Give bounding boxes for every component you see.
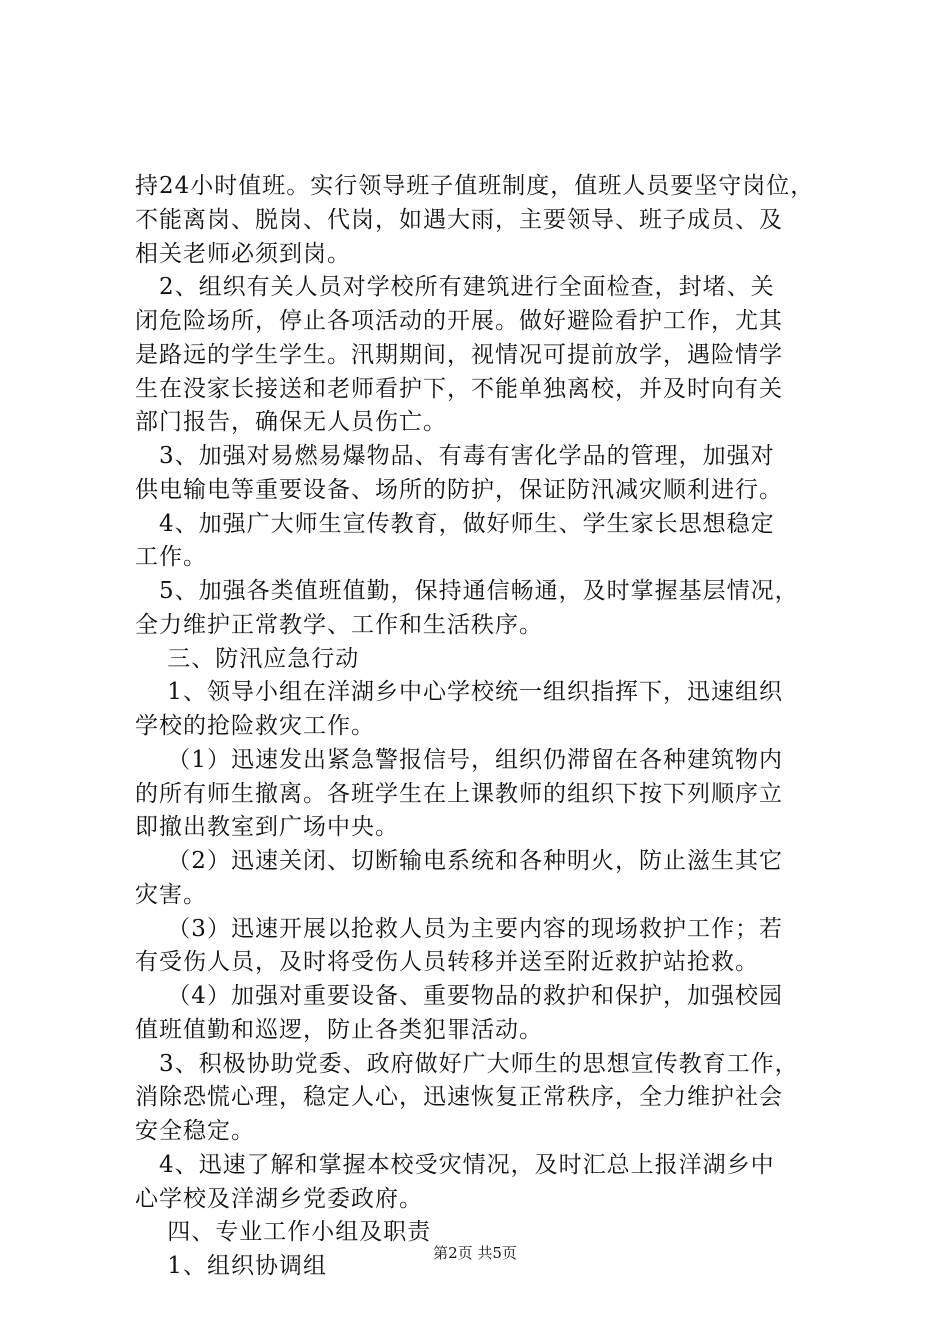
text-line: 生在没家长接送和老师看护下，不能单独离校，并及时向有关 xyxy=(135,375,783,402)
text-line: （1）迅速发出紧急警报信号，组织仍滞留在各种建筑物内 xyxy=(135,746,783,773)
text-line: 闭危险场所，停止各项活动的开展。做好避险看护工作，尤其 xyxy=(135,308,783,334)
text-line: 5、加强各类值班值勤，保持通信畅通，及时掌握基层情况， xyxy=(135,578,799,604)
text-line: 学校的抢险救灾工作。 xyxy=(135,713,375,739)
text-line: 的所有师生撤离。各班学生在上课教师的组织下按下列顺序立 xyxy=(135,780,783,807)
text-line: 3、积极协助党委、政府做好广大师生的思想宣传教育工作， xyxy=(135,1050,799,1077)
page-footer: 第2页 共5页 xyxy=(433,1244,517,1262)
text-line: 供电输电等重要设备、场所的防护，保证防汛减灾顺利进行。 xyxy=(135,476,783,503)
text-line: 2、组织有关人员对学校所有建筑进行全面检查，封堵、关 xyxy=(135,274,775,301)
text-line: 3、加强对易燃易爆物品、有毒有害化学品的管理，加强对 xyxy=(135,443,775,469)
text-line: 不能离岗、脱岗、代岗，如遇大雨，主要领导、班子成员、及 xyxy=(135,206,783,233)
text-line: 1、组织协调组 xyxy=(135,1253,327,1279)
text-line: （3）迅速开展以抢救人员为主要内容的现场救护工作；若 xyxy=(135,915,783,942)
text-line: 安全稳定。 xyxy=(135,1118,255,1144)
text-line: 部门报告，确保无人员伤亡。 xyxy=(135,409,447,436)
text-line: 消除恐慌心理，稳定人心，迅速恢复正常秩序，全力维护社会 xyxy=(135,1084,783,1111)
text-line: 工作。 xyxy=(135,544,207,571)
text-line: 三、防汛应急行动 xyxy=(135,645,360,672)
text-line: 4、迅速了解和掌握本校受灾情况，及时汇总上报洋湖乡中 xyxy=(135,1151,775,1178)
text-line: 灾害。 xyxy=(135,881,207,908)
text-line: 相关老师必须到岗。 xyxy=(135,240,351,267)
text-line: 四、专业工作小组及职责 xyxy=(135,1219,432,1246)
text-line: （2）迅速关闭、切断输电系统和各种明火，防止滋生其它 xyxy=(135,848,783,874)
text-line: 1、领导小组在洋湖乡中心学校统一组织指挥下，迅速组织 xyxy=(135,679,783,706)
text-line: 值班值勤和巡逻，防止各类犯罪活动。 xyxy=(135,1016,543,1043)
text-line: 有受伤人员，及时将受伤人员转移并送至附近救护站抢救。 xyxy=(135,949,759,976)
text-line: 4、加强广大师生宣传教育，做好师生、学生家长思想稳定 xyxy=(135,510,775,537)
text-line: 全力维护正常教学、工作和生活秩序。 xyxy=(135,611,543,638)
text-line: 持24小时值班。实行领导班子值班制度，值班人员要坚守岗位， xyxy=(135,173,815,199)
text-line: （4）加强对重要设备、重要物品的救护和保护，加强校园 xyxy=(135,983,783,1009)
text-line: 即撤出教室到广场中央。 xyxy=(135,814,399,841)
document-body xyxy=(135,170,825,1284)
text-line: 是路远的学生学生。汛期期间，视情况可提前放学，遇险情学 xyxy=(135,341,783,368)
text-line: 心学校及洋湖乡党委政府。 xyxy=(135,1185,423,1212)
